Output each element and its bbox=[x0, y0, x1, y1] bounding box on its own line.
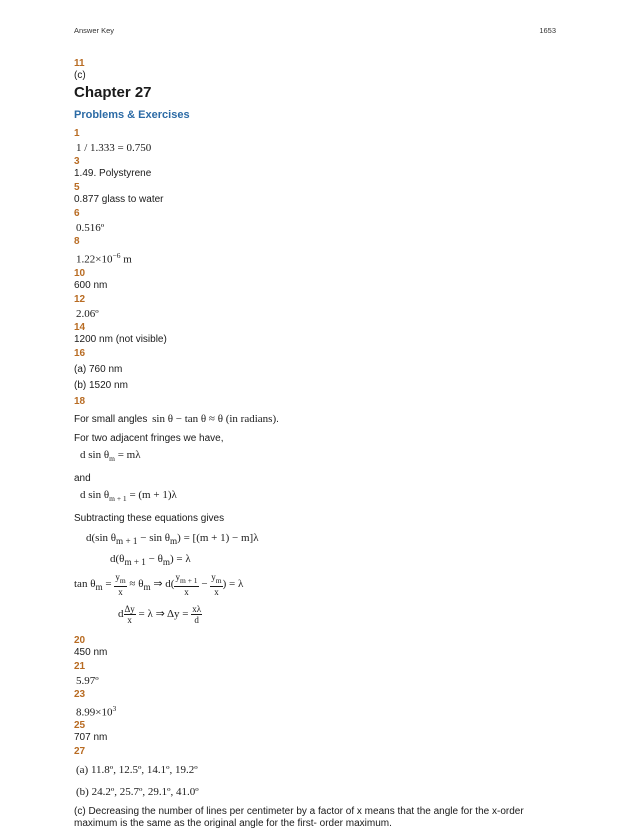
answer-part: (a) 760 nm bbox=[74, 363, 123, 375]
answer-math: 0.516º bbox=[76, 222, 105, 234]
answer-text: (c) bbox=[74, 70, 86, 81]
equation: d $\sin \theta_m = m\lambda$ bbox=[80, 448, 141, 463]
fraction: $\frac{y_m}{x}$ bbox=[115, 572, 126, 598]
answer-text: 600 nm bbox=[74, 279, 108, 291]
problem-number: 18 bbox=[74, 395, 86, 407]
answer-text: 707 nm bbox=[74, 732, 108, 744]
answer-math: $8.99\times 10^3$ bbox=[76, 703, 117, 719]
problem-number: 21 bbox=[74, 660, 86, 672]
problem-number: 16 bbox=[74, 347, 86, 359]
answer-math: 1 / 1.333 = 0.750 bbox=[76, 142, 152, 154]
derivation-line: $d(\theta_{m + 1} - \theta_m) = \lambda$ bbox=[110, 553, 191, 568]
problem-number: 23 bbox=[74, 688, 86, 700]
intro-text: For small angles bbox=[74, 413, 148, 425]
running-header-left: Answer Key bbox=[74, 26, 115, 35]
answer-math: 5.97º bbox=[76, 674, 99, 687]
fraction: $\frac{x\lambda}{d}$ bbox=[192, 603, 202, 625]
answer-math: 2.06º bbox=[76, 307, 99, 320]
math-base: 1.22×10 bbox=[76, 253, 113, 266]
fraction: $\frac{\Delta y}{x}$ bbox=[124, 603, 135, 625]
problem-number: 27 bbox=[74, 746, 86, 758]
answer-part: (b) 24.2º, 25.7º, 29.1º, 41.0º bbox=[76, 786, 199, 799]
problem-number: 10 bbox=[74, 267, 86, 279]
equation: d $\sin \theta_{m + 1} = (m + 1)\lambda$ bbox=[80, 488, 177, 504]
answer-text: Subtracting these equations gives bbox=[74, 513, 225, 525]
problem-number: 8 bbox=[74, 236, 80, 247]
intro-math: sin θ − tan θ ≈ θ (in radians) bbox=[152, 412, 277, 425]
answer-text: and bbox=[74, 472, 91, 484]
fraction: $\frac{y_m}{x}$ bbox=[211, 572, 222, 598]
answer-text: 0.877 glass to water bbox=[74, 194, 164, 205]
answer-text: For two adjacent fringes we have, bbox=[74, 432, 224, 444]
answer-part: (a) 11.8º, 12.5º, 14.1º, 19.2º bbox=[76, 764, 198, 777]
page-number: 1653 bbox=[539, 26, 556, 35]
answer-text: 450 nm bbox=[74, 646, 108, 658]
answer-math bbox=[74, 248, 554, 268]
derivation-line: d $\frac{\Delta y}{x}$ = λ ⇒ Δy = $\frac{x\lambda}{d}$ bbox=[118, 603, 202, 625]
answer-part: (b) 1520 nm bbox=[74, 379, 128, 391]
answer-text: 1.49. Polystyrene bbox=[74, 168, 152, 179]
answer-text bbox=[74, 411, 554, 427]
chapter-title: Chapter 27 bbox=[74, 84, 152, 101]
problem-number: 20 bbox=[74, 634, 86, 646]
problem-number: 25 bbox=[74, 720, 86, 732]
derivation bbox=[74, 529, 554, 627]
answer-content bbox=[74, 58, 554, 832]
problem-number: 5 bbox=[74, 182, 80, 193]
problem-number: 11 bbox=[74, 58, 85, 69]
intro-end: . bbox=[276, 413, 279, 425]
math-exponent: −6 bbox=[112, 251, 121, 260]
answer-paragraph: (c) Decreasing the number of lines per centimeter by a factor of x means that the angle for the x-order maximum is the same as the original angle for the first- order maximum. bbox=[74, 806, 524, 830]
section-title: Problems & Exercises bbox=[74, 109, 190, 121]
problem-number: 14 bbox=[74, 321, 86, 333]
problem-number: 6 bbox=[74, 208, 80, 219]
derivation-line: d(sin $\theta_{m + 1} - \sin \theta_m) = [(m + 1) - m]\lambda$ bbox=[86, 532, 259, 547]
problem-number: 3 bbox=[74, 156, 80, 167]
math-unit: m bbox=[120, 253, 132, 266]
problem-number: 1 bbox=[74, 128, 80, 139]
answer-text: 1200 nm (not visible) bbox=[74, 333, 167, 345]
problem-number: 12 bbox=[74, 293, 86, 305]
fraction: $\frac{y_{m + 1}}{x}$ bbox=[175, 572, 198, 598]
derivation-line: $\tan \theta_m$ = $\frac{y_m}{x}$ ≈ $\theta_m$ ⇒ d( $\frac{y_{m + 1}}{x}$ − $\frac{y_m}{x}$ ) = λ bbox=[74, 572, 244, 598]
